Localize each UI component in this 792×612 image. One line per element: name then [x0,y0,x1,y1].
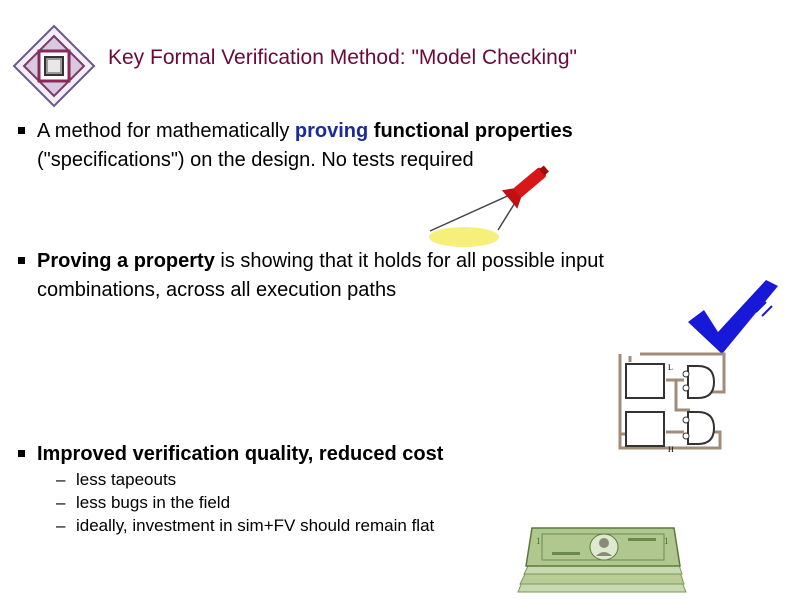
bullet-1 [37,117,717,175]
money-corner-mark: 1 [536,536,541,546]
diamond-logo-icon [12,24,96,108]
bullet-1-functional-properties: functional properties [368,120,573,142]
circuit-label-l: L [668,363,673,372]
sub-item [56,491,434,514]
sub-item [56,468,434,491]
dash-marker: – [56,470,66,489]
bullet-1-text-a: A method for mathematically [37,120,295,142]
circuit-label-h: H [668,445,674,454]
circuit-diagram [618,352,730,456]
dash-marker: – [56,516,66,535]
sub-item-text: ideally, investment in sim+FV should remain flat [76,516,435,535]
money-corner-mark: 1 [664,536,669,546]
bullet-1-proving: proving [294,120,369,142]
bullet-2-text: is showing that it holds for all possible input combinations, across all execution paths [37,250,604,301]
dash-marker: – [56,493,66,512]
sub-list [56,468,434,537]
sub-item-text: less bugs in the field [76,493,231,512]
bullet-marker [18,450,25,457]
checkmark-icon [682,270,782,360]
sub-item-text: less tapeouts [76,470,177,489]
money-stack-icon [512,522,692,594]
bullet-2-proving-a-property: Proving a property [37,250,215,272]
flashlight-icon [420,158,560,254]
bullet-1-text-b: ("specifications") on the design. No tests required [37,149,474,171]
bullet-2 [37,247,697,305]
bullet-3: Improved verification quality, reduced cost [37,443,444,465]
bullet-marker [18,127,25,134]
sub-item [56,514,434,537]
slide-title: Key Formal Verification Method: "Model Checking" [108,46,577,69]
bullet-marker [18,257,25,264]
